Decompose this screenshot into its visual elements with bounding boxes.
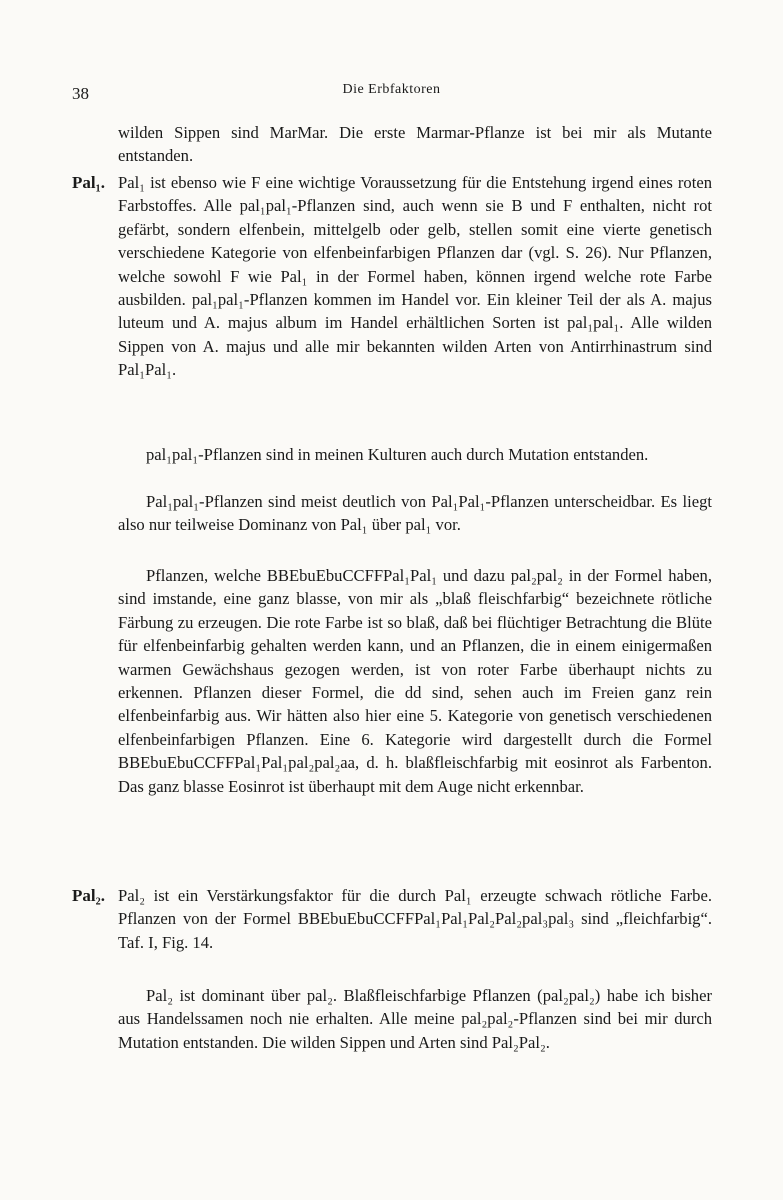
paragraph: Pal₁ ist ebenso wie F eine wichtige Voraussetzung für die Entstehung irgend eines roten Farbstoffes. Alle pal₁pal₁-Pflanzen sind, auch wenn sie B und F enthalten, nicht rot gefärbt, sondern elfenbein, mittelgelb oder gelb, stellen somit eine vierte genetisch verschiedene Kategorie von elfenbeinfarbigen Pflanzen dar (vgl. S. 26). Nur Pflanzen, welche sowohl F wie Pal₁ in der Formel haben, können irgend welche rote Farbe ausbilden. pal₁pal₁-Pflanzen kommen im Handel vor. Ein kleiner Teil der als A. majus luteum und A. majus album im Handel erhältlichen Sorten ist pal₁pal₁. Alle wilden Sippen von A. majus und alle mir bekannten wilden Arten von Antirrhinastrum sind Pal₁Pal₁. <box>118 173 712 380</box>
margin-label-pal1: Pal₁. <box>72 173 105 192</box>
page-number: 38 <box>72 84 89 103</box>
paragraph: Pal₂ ist ein Verstärkungsfaktor für die durch Pal₁ erzeugte schwach rötliche Farbe. Pflanzen von der Formel BBEbuEbuCCFFPal₁Pal₁Pal₂Pal₂pal₃pal₃ sind „fleichfarbig“. Taf. I, Fig. 14. <box>118 886 712 952</box>
paragraph: pal₁pal₁-Pflanzen sind in meinen Kulturen auch durch Mutation entstanden. <box>146 445 649 464</box>
paragraph: Pflanzen, welche BBEbuEbuCCFFPal₁Pal₁ und dazu pal₂pal₂ in der Formel haben, sind imstande, eine ganz blasse, von mir als „blaß fleischfarbig“ bezeichnete rötliche Färbung zu erzeugen. Die rote Farbe ist so blaß, daß bei flüchtiger Betrachtung die Blüte für elfenbeinfarbig gehalten werden kann, und an Pflanzen, die in einem einigermaßen warmen Gewächshaus gezogen werden, ist von roter Farbe überhaupt nichts zu erkennen. Pflanzen dieser Formel, die dd sind, sehen auch im Freien ganz rein elfenbeinfarbig aus. Wir hätten also hier eine 5. Kategorie von genetisch verschiedenen elfenbeinfarbigen Pflanzen. Eine 6. Kategorie wird dargestellt durch die Formel BBEbuEbuCCFFPal₁Pal₁pal₂pal₂aa, d. h. blaßfleischfarbig mit eosinrot als Farbenton. Das ganz blasse Eosinrot ist überhaupt mit dem Auge nicht erkennbar. <box>118 566 712 796</box>
paragraph: Pal₁pal₁-Pflanzen sind meist deutlich von Pal₁Pal₁-Pflanzen unterscheidbar. Es liegt also nur teilweise Dominanz von Pal₁ über pal₁ vor. <box>118 492 712 535</box>
margin-label-pal2: Pal₂. <box>72 886 105 905</box>
running-head: Die Erbfaktoren <box>342 82 441 97</box>
paragraph: Pal₂ ist dominant über pal₂. Blaßfleischfarbige Pflanzen (pal₂pal₂) habe ich bisher aus Handelssamen noch nie erhalten. Alle meine pal₂pal₂-Pflanzen sind bei mir durch Mutation entstanden. Die wilden Sippen und Arten sind Pal₂Pal₂. <box>118 986 712 1052</box>
paragraph: wilden Sippen sind MarMar. Die erste Marmar-Pflanze ist bei mir als Mutante entstanden. <box>118 123 712 166</box>
